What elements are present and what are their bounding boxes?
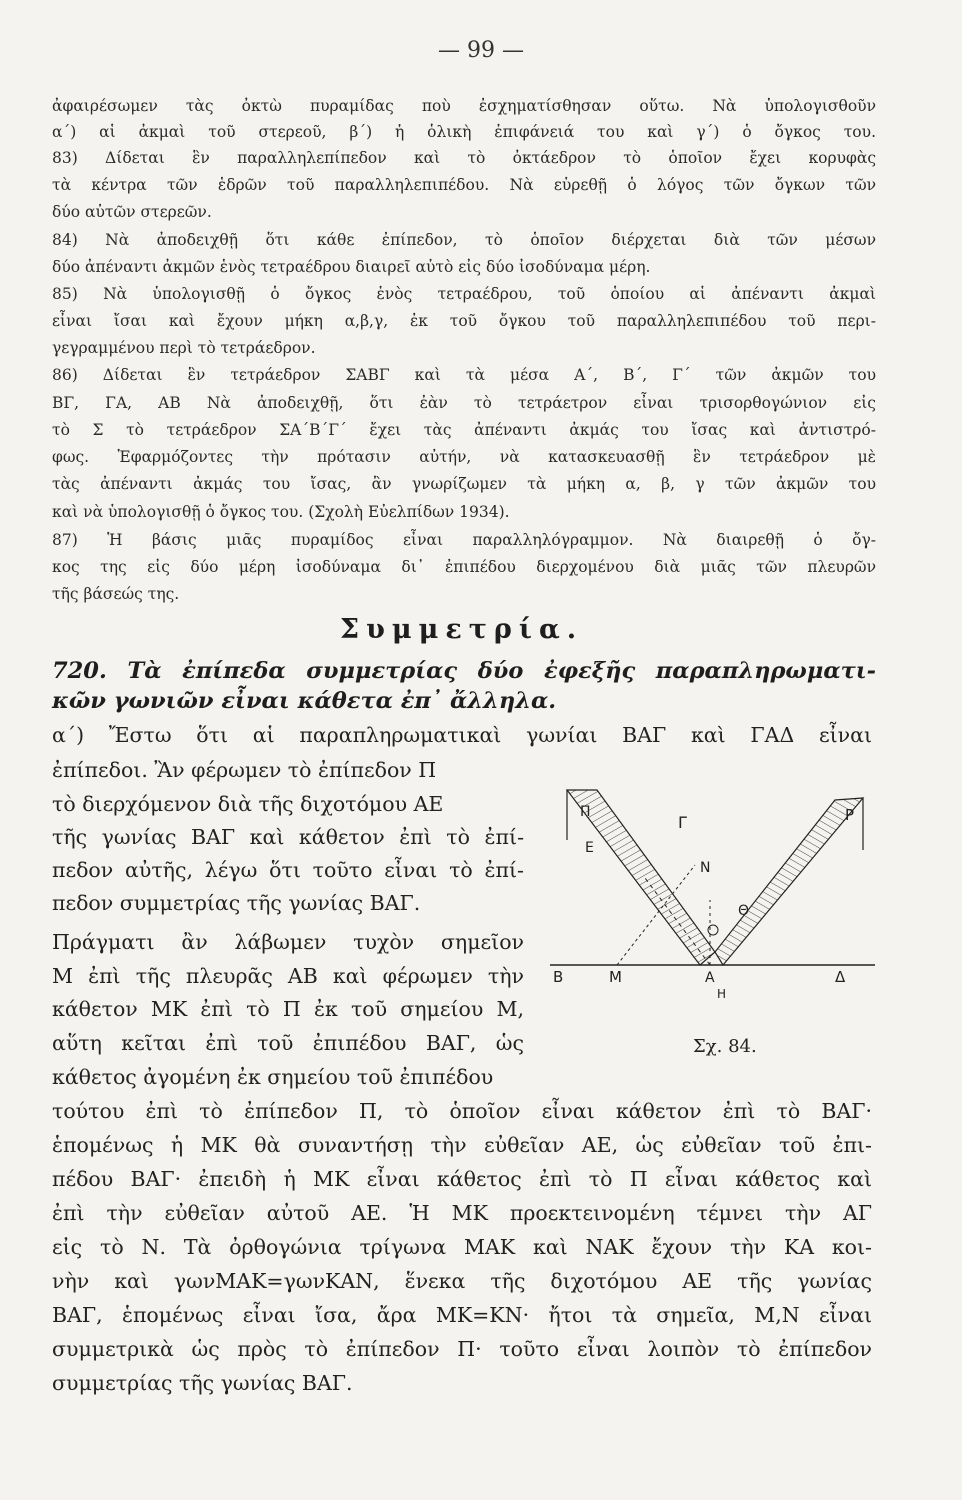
exercise-line: α΄) αἱ ἀκμαὶ τοῦ στερεοῦ, β΄) ἡ ὁλικὴ ἐπιφάνειά του καὶ γ΄) ὁ ὄγκος του. <box>52 123 876 141</box>
body-line: Μ ἐπὶ τῆς πλευρᾶς ΑΒ καὶ φέρωμεν τὴν <box>52 964 524 988</box>
exercise-line: δύο αὐτῶν στερεῶν. <box>52 203 212 221</box>
body-line: πέδου ΒΑΓ· ἐπειδὴ ἡ ΜΚ εἶναι κάθετος ἐπὶ τὸ Π εἶναι κάθετος καὶ <box>52 1167 872 1191</box>
exercise-line: δύο ἀπέναντι ἀκμῶν ἑνὸς τετραέδρου διαιρεῖ αὐτὸ εἰς δύο ἰσοδύναμα μέρη. <box>52 258 651 276</box>
label-h: Η <box>717 987 727 1001</box>
label-theta: Θ <box>738 903 750 919</box>
exercise-line: ΒΓ, ΓΑ, ΑΒ Νὰ ἀποδειχθῇ, ὅτι ἐὰν τὸ τετράετρον εἶναι τρισορθογώνιον εἰς <box>52 394 876 412</box>
body-line: ἐπίπεδοι. Ἂν φέρωμεν τὸ ἐπίπεδον Π <box>52 758 437 782</box>
exercise-line: φως. Ἐφαρμόζοντες τὴν πρότασιν αὐτήν, νὰ κατασκευασθῇ ἓν τετράεδρον μὲ <box>52 448 876 466</box>
body-line: αὕτη κεῖται ἐπὶ τοῦ ἐπιπέδου ΒΑΓ, ὡς <box>52 1031 524 1055</box>
label-pi: Π <box>580 804 591 820</box>
figure-84 <box>545 780 890 1025</box>
exercise-line: 87) Ἡ βάσις μιᾶς πυραμίδος εἶναι παραλληλόγραμμον. Νὰ διαιρεθῇ ὁ ὄγ- <box>52 531 876 549</box>
body-line: τούτου ἐπὶ τὸ ἐπίπεδον Π, τὸ ὁποῖον εἶναι κάθετον ἐπὶ τὸ ΒΑΓ· <box>52 1099 872 1123</box>
body-line: πεδον συμμετρίας τῆς γωνίας ΒΑΓ. <box>52 891 421 915</box>
body-line: κάθετον ΜΚ ἐπὶ τὸ Π ἐκ τοῦ σημείου Μ, <box>52 997 524 1021</box>
label-b: Β <box>553 968 564 986</box>
exercise-line: γεγραμμένου περὶ τὸ τετράεδρον. <box>52 339 316 357</box>
body-line: ΒΑΓ, ἑπομένως εἶναι ἴσα, ἄρα ΜΚ=ΚΝ· ἤτοι τὰ σημεῖα, Μ,Ν εἶναι <box>52 1303 872 1327</box>
label-a: Α <box>705 970 715 986</box>
exercise-line: καὶ νὰ ὑπολογισθῇ ὁ ὄγκος του. (Σχολὴ Εὐελπίδων 1934). <box>52 503 510 521</box>
label-d: Δ <box>835 968 846 986</box>
exercise-line: 85) Νὰ ὑπολογισθῇ ὁ ὄγκος ἑνὸς τετραέδρου, τοῦ ὁποίου αἱ ἀπέναντι ἀκμαὶ <box>52 285 876 303</box>
exercise-line: τὰ κέντρα τῶν ἑδρῶν τοῦ παραλληλεπιπέδου. Νὰ εὑρεθῇ ὁ λόγος τῶν ὄγκων τῶν <box>52 176 876 194</box>
exercise-line: 84) Νὰ ἀποδειχθῇ ὅτι κάθε ἐπίπεδον, τὸ ὁποῖον διέρχεται διὰ τῶν μέσων <box>52 231 876 249</box>
body-line: συμμετρικὰ ὡς πρὸς τὸ ἐπίπεδον Π· τοῦτο εἶναι λοιπὸν τὸ ἐπίπεδον <box>52 1337 872 1361</box>
body-line: νὴν καὶ γωνΜΑΚ=γωνΚΑΝ, ἕνεκα τῆς διχοτόμου ΑΕ τῆς γωνίας <box>52 1269 872 1293</box>
body-line: ἐπὶ τὴν εὐθεῖαν αὐτοῦ ΑΕ. Ἡ ΜΚ προεκτεινομένη τέμνει τὴν ΑΓ <box>52 1201 872 1225</box>
exercise-line: κος της εἰς δύο μέρη ἰσοδύναμα δι᾿ ἐπιπέδου διερχομένου διὰ μιᾶς τῶν πλευρῶν <box>52 558 876 576</box>
label-m: Μ <box>609 968 622 986</box>
label-rho: Ρ <box>845 806 855 824</box>
body-line: τῆς γωνίας ΒΑΓ καὶ κάθετον ἐπὶ τὸ ἐπί- <box>52 825 524 849</box>
body-line: α΄) Ἔστω ὅτι αἱ παραπληρωματικαὶ γωνίαι ΒΑΓ καὶ ΓΑΔ εἶναι <box>52 723 872 747</box>
exercise-line: εἶναι ἴσαι καὶ ἔχουν μήκη α,β,γ, ἐκ τοῦ ὄγκου τοῦ παραλληλεπιπέδου τοῦ περι- <box>52 312 876 330</box>
exercise-line: 83) Δίδεται ἓν παραλληλεπίπεδον καὶ τὸ ὀκτάεδρον τὸ ὁποῖον ἔχει κορυφὰς <box>52 149 876 167</box>
body-line: κάθετος ἀγομένη ἐκ σημείου τοῦ ἐπιπέδου <box>52 1065 494 1089</box>
body-line: εἰς τὸ Ν. Τὰ ὀρθογώνια τρίγωνα ΜΑΚ καὶ ΝΑΚ ἔχουν τὴν ΚΑ κοι- <box>52 1235 872 1259</box>
section-title: 720. Τὰ ἐπίπεδα συμμετρίας δύο ἐφεξῆς παραπληρωματι- <box>52 658 876 684</box>
label-n: Ν <box>700 860 711 876</box>
section-title: κῶν γωνιῶν εἶναι κάθετα ἐπ᾿ ἄλληλα. <box>52 688 557 714</box>
exercise-line: τὸ Σ τὸ τετράεδρον ΣΑ΄Β΄Γ΄ ἔχει τὰς ἀπέναντι ἀκμάς του ἴσας καὶ ἀντιστρό- <box>52 421 876 439</box>
exercise-line: 86) Δίδεται ἓν τετράεδρον ΣΑΒΓ καὶ τὰ μέσα Α΄, Β΄, Γ΄ τῶν ἀκμῶν του <box>52 366 876 384</box>
exercise-line: τῆς βάσεώς της. <box>52 585 180 603</box>
label-epsilon: Ε <box>585 840 594 856</box>
figure-caption: Σχ. 84. <box>693 1036 757 1057</box>
body-line: ἑπομένως ἡ ΜΚ θὰ συναντήσῃ τὴν εὐθεῖαν ΑΕ, ὡς εὐθεῖαν τοῦ ἐπι- <box>52 1133 872 1157</box>
exercise-line: ἀφαιρέσωμεν τὰς ὀκτὼ πυραμίδας ποὺ ἐσχηματίσθησαν οὕτω. Νὰ ὑπολογισθοῦν <box>52 97 876 115</box>
plane-right <box>715 798 863 965</box>
chapter-heading: Συμμετρία. <box>340 614 584 645</box>
label-gamma: Γ <box>678 813 687 832</box>
body-line: πεδον αὐτῆς, λέγω ὅτι τοῦτο εἶναι τὸ ἐπί- <box>52 858 524 882</box>
page-number: — 99 — <box>438 38 524 63</box>
body-line: τὸ διερχόμενον διὰ τῆς διχοτόμου ΑΕ <box>52 792 444 816</box>
exercise-line: τὰς ἀπέναντι ἀκμάς του ἴσας, ἂν γνωρίζωμεν τὰ μήκη α, β, γ τῶν ἀκμῶν του <box>52 475 876 493</box>
body-line: Πράγματι ἂν λάβωμεν τυχὸν σημεῖον <box>52 930 524 954</box>
body-line: συμμετρίας τῆς γωνίας ΒΑΓ. <box>52 1371 353 1395</box>
